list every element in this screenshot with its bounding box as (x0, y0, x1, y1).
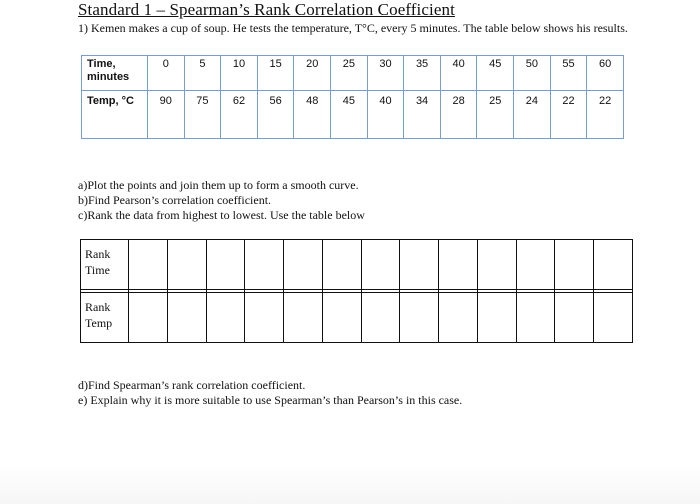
rank-time-cell[interactable] (284, 240, 323, 290)
temp-row (82, 91, 624, 139)
time-cell: 45 (477, 56, 514, 91)
rank-time-cell[interactable] (245, 240, 284, 290)
rank-time-cell[interactable] (167, 240, 206, 290)
temp-cell: 62 (221, 91, 258, 139)
rank-time-row (81, 240, 633, 290)
rank-time-cell[interactable] (129, 240, 168, 290)
rank-temp-cell[interactable] (477, 293, 516, 343)
question-a: a)Plot the points and join them up to form a smooth curve. (78, 178, 359, 192)
intro-text: 1) Kemen makes a cup of soup. He tests the temperature, T°C, every 5 minutes. The table below shows his results. (78, 21, 628, 35)
rank-temp-cell[interactable] (167, 293, 206, 343)
rank-temp-cell[interactable] (555, 293, 594, 343)
temp-cell: 28 (440, 91, 477, 139)
time-cell: 55 (550, 56, 587, 91)
results-table (81, 55, 624, 139)
time-cell: 50 (514, 56, 551, 91)
rank-table (80, 239, 633, 343)
rank-temp-cell[interactable] (516, 293, 555, 343)
rank-temp-cell[interactable] (206, 293, 245, 343)
temp-cell: 45 (331, 91, 368, 139)
rank-temp-cell[interactable] (439, 293, 478, 343)
temp-cell: 25 (477, 91, 514, 139)
time-header: Time, minutes (82, 56, 148, 91)
rank-time-cell[interactable] (555, 240, 594, 290)
rank-temp-row (81, 293, 633, 343)
question-c: c)Rank the data from highest to lowest. Use the table below (78, 208, 365, 222)
time-row (82, 56, 624, 91)
rank-temp-cell[interactable] (245, 293, 284, 343)
temp-cell: 56 (257, 91, 294, 139)
rank-temp-cell[interactable] (284, 293, 323, 343)
rank-temp-cell[interactable] (361, 293, 400, 343)
temp-cell: 34 (404, 91, 441, 139)
time-cell: 5 (184, 56, 221, 91)
time-cell: 40 (440, 56, 477, 91)
rank-time-cell[interactable] (322, 240, 361, 290)
temp-cell: 22 (550, 91, 587, 139)
rank-time-cell[interactable] (477, 240, 516, 290)
time-cell: 60 (587, 56, 624, 91)
temp-cell: 40 (367, 91, 404, 139)
time-cell: 15 (257, 56, 294, 91)
rank-time-cell[interactable] (400, 240, 439, 290)
temp-header: Temp, °C (82, 91, 148, 139)
temp-cell: 24 (514, 91, 551, 139)
temp-cell: 22 (587, 91, 624, 139)
time-cell: 30 (367, 56, 404, 91)
rank-time-cell[interactable] (206, 240, 245, 290)
rank-time-cell[interactable] (361, 240, 400, 290)
rank-time-cell[interactable] (516, 240, 555, 290)
rank-temp-label: Rank Temp (81, 293, 129, 343)
rank-temp-cell[interactable] (322, 293, 361, 343)
rank-time-cell[interactable] (439, 240, 478, 290)
time-cell: 20 (294, 56, 331, 91)
rank-temp-cell[interactable] (129, 293, 168, 343)
questions-d-e (78, 378, 638, 408)
time-cell: 0 (148, 56, 185, 91)
questions-a-c (78, 178, 638, 223)
temp-cell: 90 (148, 91, 185, 139)
question-d: d)Find Spearman’s rank correlation coefficient. (78, 378, 306, 392)
time-cell: 35 (404, 56, 441, 91)
question-b: b)Find Pearson’s correlation coefficient. (78, 193, 272, 207)
rank-temp-cell[interactable] (594, 293, 633, 343)
time-cell: 10 (221, 56, 258, 91)
rank-time-label: Rank Time (81, 240, 129, 290)
temp-cell: 75 (184, 91, 221, 139)
temp-cell: 48 (294, 91, 331, 139)
rank-time-cell[interactable] (594, 240, 633, 290)
page-title: Standard 1 – Spearman’s Rank Correlation Coefficient (78, 0, 455, 19)
rank-temp-cell[interactable] (400, 293, 439, 343)
time-cell: 25 (331, 56, 368, 91)
question-e: e) Explain why it is more suitable to use Spearman’s than Pearson’s in this case. (78, 393, 463, 407)
